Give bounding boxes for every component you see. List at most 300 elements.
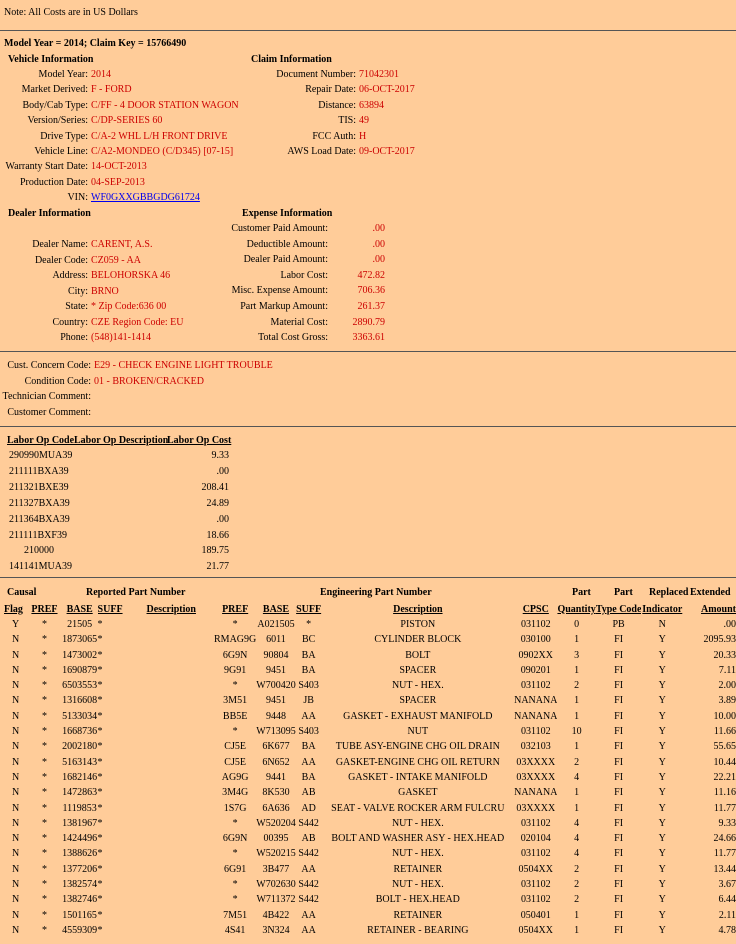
parts-cell-eng-pref: 7M51 — [223, 909, 248, 921]
table-row — [4, 633, 736, 648]
claim-field-value: 63894 — [359, 99, 384, 111]
parts-cell-pref: * — [41, 695, 47, 707]
parts-cell-base: 1472863 — [62, 787, 98, 799]
dealer-field-label: State: — [65, 301, 88, 312]
parts-cell-flag: N — [11, 894, 20, 906]
parts-cell-flag: N — [11, 710, 20, 722]
table-row — [4, 617, 736, 632]
parts-cell-amount: 2.00 — [718, 680, 736, 692]
claim-field-value: 49 — [359, 115, 369, 127]
claim-field-value: 09-OCT-2017 — [359, 146, 415, 157]
parts-cell-amount: 3.89 — [718, 695, 736, 707]
parts-cell-cpsc: 032103 — [520, 741, 551, 753]
parts-cell-eng-base: 9451 — [265, 664, 286, 676]
parts-cell-eng-base: 9448 — [265, 710, 286, 722]
dealer-field-label: Phone: — [60, 332, 88, 343]
parts-cell-quantity: 1 — [574, 634, 580, 646]
parts-cell-eng-base: 9441 — [265, 771, 286, 783]
parts-cell-indicator: Y — [658, 909, 666, 921]
parts-cell-base: 1316608 — [62, 695, 98, 707]
claim-field-label: Document Number: — [276, 69, 356, 80]
parts-cell-base: 1473002 — [62, 649, 98, 661]
dealer-field-label: Dealer Name: — [32, 239, 88, 250]
labor-op-code: 290990MUA39 — [9, 450, 73, 461]
vehicle-field-label: Warranty Start Date: — [5, 161, 88, 173]
table-row — [4, 908, 736, 923]
parts-cell-eng-base: W700420 — [256, 680, 296, 692]
parts-cell-type-code: FI — [614, 787, 624, 799]
parts-cell-description — [128, 694, 214, 709]
table-row — [4, 648, 736, 663]
concern-field-label: Condition Code: — [24, 375, 91, 387]
dealer-field-value: * Zip Code:636 00 — [91, 301, 167, 312]
parts-cell-suff: * — [97, 924, 103, 936]
parts-cell-eng-pref: * — [232, 878, 238, 890]
labor-op-cost: .00 — [216, 513, 229, 525]
dealer-field-value: BRNO — [91, 285, 119, 297]
parts-cell-flag: N — [11, 680, 20, 692]
parts-cell-cpsc: 0902XX — [518, 649, 553, 661]
parts-cell-suff: * — [97, 802, 103, 814]
parts-cell-suff: * — [97, 848, 103, 860]
parts-cell-base: 1873065 — [62, 634, 98, 646]
parts-cell-suff: * — [97, 756, 103, 768]
vehicle-field-value: C/A2-MONDEO (C/D345) [07-15] — [91, 146, 234, 157]
dealer-field-value: BELOHORSKA 46 — [91, 270, 171, 281]
parts-cell-eng-suff: AA — [301, 909, 316, 921]
claim-info-heading: Claim Information — [251, 54, 332, 65]
vehicle-field-value: F - FORD — [91, 84, 132, 96]
parts-cell-pref: * — [41, 741, 47, 753]
vehicle-field-label: Body/Cab Type: — [22, 99, 88, 111]
vehicle-field-label: VIN: — [67, 192, 88, 204]
parts-cell-eng-base: W520215 — [256, 848, 296, 860]
parts-cell-flag: N — [11, 726, 20, 738]
expense-field-label: Customer Paid Amount: — [231, 223, 328, 234]
table-row — [4, 816, 736, 831]
parts-cell-pref: * — [41, 848, 47, 860]
parts-cell-base: 4559309 — [62, 924, 98, 936]
parts-cell-indicator: Y — [658, 787, 666, 799]
parts-cell-eng-base: 9451 — [265, 695, 286, 707]
parts-cell-flag: N — [11, 817, 20, 829]
parts-cell-eng-pref: 3M4G — [222, 787, 249, 799]
expense-info-heading: Expense Information — [242, 208, 333, 219]
labor-op-cost: .00 — [216, 465, 229, 477]
parts-cell-eng-description: CYLINDER BLOCK — [374, 634, 462, 646]
expense-field-value: 472.82 — [357, 269, 385, 281]
parts-cell-eng-pref: * — [232, 894, 238, 906]
parts-cell-pref: * — [41, 710, 47, 722]
parts-cell-description — [128, 755, 214, 770]
parts-cell-quantity: 4 — [574, 848, 580, 860]
parts-cell-description — [128, 801, 214, 816]
dealer-info-heading: Dealer Information — [8, 208, 91, 219]
parts-cell-quantity: 1 — [574, 741, 580, 753]
vehicle-field-label: Drive Type: — [40, 130, 88, 142]
parts-cell-description — [128, 770, 214, 785]
labor-op-code: 211111BXF39 — [9, 529, 67, 541]
parts-cell-suff: * — [97, 833, 103, 845]
parts-cell-eng-description: PISTON — [400, 618, 436, 630]
expense-field-value: 3363.61 — [352, 332, 385, 344]
expense-field-label: Total Cost Gross: — [258, 332, 328, 344]
parts-cell-eng-description: GASKET - EXHAUST MANIFOLD — [343, 710, 493, 722]
parts-cell-cpsc: 020104 — [520, 833, 551, 845]
parts-cell-quantity: 3 — [574, 649, 580, 661]
parts-cell-eng-description: GASKET-ENGINE CHG OIL RETURN — [335, 756, 500, 768]
dealer-field-label: Address: — [52, 270, 88, 281]
parts-cell-pref: * — [41, 649, 47, 661]
vehicle-field-label: Production Date: — [19, 176, 88, 188]
parts-cell-quantity: 1 — [574, 787, 580, 799]
parts-cell-pref: * — [41, 802, 47, 814]
parts-cell-suff: * — [97, 618, 103, 630]
parts-cell-eng-description: BOLT - HEX.HEAD — [375, 894, 460, 906]
parts-cell-description — [128, 740, 214, 755]
parts-cell-indicator: Y — [658, 649, 666, 661]
parts-cell-amount: 13.44 — [713, 863, 736, 875]
parts-cell-flag: N — [11, 787, 20, 799]
parts-cell-type-code: FI — [614, 878, 624, 890]
parts-cell-eng-description: SPACER — [399, 695, 437, 707]
vehicle-field-value: C/FF - 4 DOOR STATION WAGON — [91, 99, 239, 111]
parts-cell-flag: N — [11, 741, 20, 753]
parts-cell-eng-suff: BA — [301, 664, 316, 676]
parts-cell-description — [128, 678, 214, 693]
parts-cell-base: 1119853 — [62, 802, 97, 814]
concern-field-value: 01 - BROKEN/CRACKED — [94, 375, 205, 387]
dealer-field-value: (548)141-1414 — [91, 332, 151, 343]
parts-cell-eng-base: A021505 — [257, 618, 295, 630]
parts-cell-eng-description: NUT - HEX. — [391, 848, 444, 860]
model-claim-line: Model Year = 2014; Claim Key = 15766490 — [4, 38, 187, 49]
vehicle-info-heading: Vehicle Information — [8, 54, 94, 65]
parts-cell-description — [128, 633, 214, 648]
parts-header-eng-suff: SUFF — [296, 603, 322, 615]
parts-cell-eng-pref: * — [232, 680, 238, 692]
table-row — [4, 831, 736, 846]
parts-cell-flag: N — [11, 649, 20, 661]
table-row — [4, 786, 736, 801]
parts-cell-description — [128, 724, 214, 739]
parts-cell-amount: .00 — [723, 618, 736, 630]
parts-cell-eng-pref: CJ5E — [224, 756, 246, 768]
parts-cell-type-code: FI — [614, 680, 624, 692]
parts-cell-suff: * — [97, 634, 103, 646]
parts-cell-eng-pref: * — [232, 817, 238, 829]
parts-cell-pref: * — [41, 878, 47, 890]
labor-header-description: Labor Op Description — [74, 435, 169, 446]
parts-cell-amount: 7.11 — [718, 664, 736, 676]
parts-cell-pref: * — [41, 634, 47, 646]
parts-cell-eng-base: 8K530 — [262, 787, 290, 799]
table-row — [4, 709, 736, 724]
expense-field-label: Labor Cost: — [280, 269, 328, 281]
parts-cell-eng-suff: AD — [301, 802, 316, 814]
parts-cell-cpsc: NANANA — [514, 710, 558, 722]
parts-cell-quantity: 1 — [574, 695, 580, 707]
parts-cell-pref: * — [41, 756, 47, 768]
parts-cell-amount: 4.78 — [718, 924, 736, 936]
parts-cell-description — [128, 709, 214, 724]
parts-cell-base: 1382574 — [62, 878, 98, 890]
parts-cell-suff: * — [97, 741, 103, 753]
parts-cell-flag: N — [11, 802, 20, 814]
dealer-field-label: Country: — [52, 316, 88, 328]
parts-cell-pref: * — [41, 924, 47, 936]
vehicle-field-value: C/DP-SERIES 60 — [91, 115, 163, 127]
table-row — [4, 923, 736, 938]
parts-cell-cpsc: 031102 — [520, 848, 551, 860]
parts-cell-indicator: Y — [658, 863, 666, 875]
table-row — [4, 755, 736, 770]
claim-field-label: Distance: — [318, 99, 356, 111]
parts-cell-suff: * — [97, 787, 103, 799]
parts-cell-amount: 10.44 — [713, 756, 736, 768]
parts-cell-eng-description: NUT - HEX. — [391, 680, 444, 692]
parts-cell-base: 1668736 — [62, 726, 98, 738]
parts-cell-eng-pref: AG9G — [221, 771, 249, 783]
parts-cell-eng-base: W711372 — [256, 894, 296, 906]
parts-cell-base: 1377206 — [62, 863, 98, 875]
parts-cell-indicator: Y — [658, 726, 666, 738]
parts-cell-eng-pref: RMAG9G — [214, 634, 257, 646]
parts-cell-indicator: N — [658, 618, 666, 630]
parts-cell-amount: 11.77 — [713, 802, 736, 814]
parts-cell-cpsc: 031102 — [520, 680, 551, 692]
parts-group-reported: Reported Part Number — [86, 587, 186, 598]
parts-cell-type-code: FI — [614, 833, 624, 845]
parts-cell-eng-description: NUT - HEX. — [391, 817, 444, 829]
parts-cell-amount: 11.16 — [713, 787, 736, 799]
expense-field-value: .00 — [372, 223, 385, 234]
table-row — [4, 678, 736, 693]
labor-op-code: 211321BXE39 — [9, 481, 69, 493]
parts-header-base: BASE — [66, 603, 93, 615]
currency-note: Note: All Costs are in US Dollars — [4, 7, 138, 18]
parts-cell-type-code: FI — [614, 909, 624, 921]
parts-cell-type-code: FI — [614, 802, 624, 814]
parts-cell-eng-description: BOLT — [405, 649, 431, 661]
claim-field-label: TIS: — [338, 115, 356, 127]
parts-cell-eng-description: GASKET — [398, 787, 438, 799]
labor-op-code: 211327BXA39 — [9, 497, 70, 509]
parts-cell-indicator: Y — [658, 741, 666, 753]
parts-cell-suff: * — [97, 817, 103, 829]
parts-cell-eng-base: W702630 — [256, 878, 296, 890]
parts-cell-type-code: FI — [614, 924, 624, 936]
parts-cell-amount: 10.00 — [713, 710, 736, 722]
parts-cell-eng-base: W520204 — [256, 817, 296, 829]
parts-cell-type-code: FI — [614, 649, 624, 661]
table-row — [4, 740, 736, 755]
parts-cell-eng-suff: AB — [301, 787, 316, 799]
parts-cell-eng-suff: AA — [301, 863, 316, 875]
parts-cell-eng-description: SPACER — [399, 664, 437, 676]
parts-cell-pref: * — [41, 894, 47, 906]
parts-cell-suff: * — [97, 878, 103, 890]
parts-cell-quantity: 4 — [574, 817, 580, 829]
parts-cell-base: 2002180 — [62, 741, 98, 753]
parts-cell-pref: * — [41, 787, 47, 799]
parts-cell-indicator: Y — [658, 802, 666, 814]
parts-cell-base: 1501165 — [62, 909, 97, 921]
parts-cell-eng-base: 3B477 — [262, 863, 290, 875]
parts-cell-type-code: FI — [614, 863, 624, 875]
parts-cell-quantity: 10 — [571, 726, 582, 738]
table-row — [4, 801, 736, 816]
parts-cell-base: 21505 — [67, 618, 93, 630]
parts-cell-cpsc: 0504XX — [518, 924, 553, 936]
parts-cell-cpsc: 030100 — [520, 634, 551, 646]
parts-cell-eng-pref: 9G91 — [224, 664, 247, 676]
parts-cell-eng-pref: * — [232, 848, 238, 860]
expense-field-label: Part Markup Amount: — [240, 301, 328, 312]
parts-cell-cpsc: 03XXXX — [516, 802, 556, 814]
parts-cell-suff: * — [97, 680, 103, 692]
parts-cell-suff: * — [97, 695, 103, 707]
parts-cell-eng-description: GASKET - INTAKE MANIFOLD — [348, 771, 488, 783]
parts-cell-amount: 2.11 — [718, 909, 736, 921]
parts-cell-quantity: 1 — [574, 710, 580, 722]
parts-cell-indicator: Y — [658, 771, 666, 783]
claim-field-value: 71042301 — [359, 69, 399, 80]
parts-cell-quantity: 1 — [574, 909, 580, 921]
vehicle-field-label: Version/Series: — [27, 115, 88, 127]
parts-cell-cpsc: 0504XX — [518, 863, 553, 875]
parts-cell-type-code: FI — [614, 741, 624, 753]
vehicle-field-value: 2014 — [91, 69, 111, 80]
expense-field-value: 2890.79 — [352, 316, 385, 328]
divider — [0, 351, 736, 352]
parts-cell-indicator: Y — [658, 878, 666, 890]
dealer-field-value: CARENT, A.S. — [91, 239, 153, 250]
parts-cell-flag: N — [11, 863, 20, 875]
parts-cell-eng-pref: * — [232, 618, 238, 630]
parts-cell-indicator: Y — [658, 634, 666, 646]
expense-field-value: 706.36 — [357, 285, 385, 297]
parts-cell-base: 5133034 — [62, 710, 98, 722]
parts-cell-description — [128, 786, 214, 801]
parts-cell-type-code: FI — [614, 756, 624, 768]
parts-cell-suff: * — [97, 649, 103, 661]
parts-table — [4, 602, 736, 939]
parts-cell-base: 1690879 — [62, 664, 98, 676]
concern-field-value: E29 - CHECK ENGINE LIGHT TROUBLE — [94, 360, 273, 371]
parts-cell-amount: 55.65 — [713, 741, 736, 753]
parts-cell-eng-suff: S442 — [298, 848, 319, 860]
parts-cell-description — [128, 893, 214, 908]
labor-header-code: Labor Op Code — [7, 435, 75, 446]
parts-cell-eng-suff: * — [306, 618, 312, 630]
parts-cell-flag: N — [11, 848, 20, 860]
parts-cell-eng-description: RETAINER - BEARING — [367, 924, 469, 936]
parts-cell-indicator: Y — [658, 710, 666, 722]
claim-field-label: Repair Date: — [305, 84, 356, 96]
parts-cell-description — [128, 617, 214, 632]
parts-cell-indicator: Y — [658, 848, 666, 860]
parts-cell-type-code: FI — [614, 710, 624, 722]
parts-cell-cpsc: NANANA — [514, 787, 558, 799]
parts-cell-cpsc: 031102 — [520, 726, 551, 738]
parts-cell-quantity: 2 — [574, 878, 580, 890]
parts-header-pref: PREF — [31, 603, 58, 615]
labor-op-cost: 189.75 — [201, 545, 229, 557]
parts-cell-type-code: FI — [614, 894, 624, 906]
parts-cell-eng-suff: BA — [301, 649, 316, 661]
parts-cell-eng-suff: JB — [303, 695, 314, 707]
parts-cell-eng-base: 6011 — [266, 634, 286, 646]
parts-cell-flag: N — [11, 771, 20, 783]
parts-cell-indicator: Y — [658, 756, 666, 768]
expense-field-value: .00 — [372, 238, 385, 250]
labor-header-cost: Labor Op Cost — [167, 435, 232, 446]
divider — [0, 577, 736, 578]
expense-field-label: Misc. Expense Amount: — [231, 285, 328, 297]
parts-cell-flag: N — [11, 924, 20, 936]
parts-cell-indicator: Y — [658, 924, 666, 936]
labor-op-cost: 208.41 — [201, 481, 229, 493]
parts-cell-indicator: Y — [658, 817, 666, 829]
parts-cell-cpsc: 090201 — [520, 664, 551, 676]
parts-cell-flag: N — [11, 664, 20, 676]
parts-cell-suff: * — [97, 664, 103, 676]
claim-field-label: AWS Load Date: — [287, 146, 356, 157]
parts-cell-type-code: FI — [614, 848, 624, 860]
vin-link[interactable]: WF0GXXGBBGDG61724 — [91, 192, 200, 204]
parts-cell-flag: N — [11, 695, 20, 707]
parts-cell-pref: * — [41, 664, 47, 676]
table-row — [4, 862, 736, 877]
parts-cell-quantity: 2 — [574, 680, 580, 692]
claim-field-value: H — [359, 130, 367, 142]
parts-cell-eng-pref: 4S41 — [224, 924, 246, 936]
expense-field-value: 261.37 — [357, 301, 385, 312]
labor-op-code: 211364BXA39 — [9, 513, 70, 525]
parts-cell-amount: 9.33 — [718, 817, 736, 829]
parts-cell-cpsc: 031102 — [520, 817, 551, 829]
parts-cell-cpsc: 03XXXX — [516, 756, 556, 768]
parts-cell-eng-description: RETAINER — [393, 863, 443, 875]
concern-field-label: Technician Comment: — [2, 391, 91, 402]
parts-cell-pref: * — [41, 680, 47, 692]
parts-cell-cpsc: 031102 — [520, 894, 551, 906]
parts-cell-description — [128, 648, 214, 663]
vehicle-field-value: 14-OCT-2013 — [91, 161, 147, 173]
table-row — [4, 770, 736, 785]
parts-cell-pref: * — [41, 833, 47, 845]
parts-cell-quantity: 0 — [574, 618, 580, 630]
parts-cell-suff: * — [97, 710, 103, 722]
parts-cell-description — [128, 862, 214, 877]
parts-cell-eng-suff: S442 — [298, 894, 319, 906]
parts-cell-eng-description: NUT - HEX. — [391, 878, 444, 890]
parts-cell-type-code: PB — [612, 618, 625, 630]
parts-cell-flag: N — [11, 878, 20, 890]
parts-cell-cpsc: 03XXXX — [516, 771, 556, 783]
parts-cell-eng-suff: BA — [301, 771, 316, 783]
vehicle-field-label: Vehicle Line: — [34, 146, 88, 157]
parts-group-causal: Causal — [7, 587, 37, 598]
table-row — [4, 847, 736, 862]
claim-field-label: FCC Auth: — [312, 130, 356, 142]
parts-cell-base: 1424496 — [62, 833, 98, 845]
parts-cell-eng-pref: * — [232, 726, 238, 738]
parts-cell-quantity: 1 — [574, 664, 580, 676]
parts-cell-indicator: Y — [658, 695, 666, 707]
parts-cell-quantity: 2 — [574, 894, 580, 906]
